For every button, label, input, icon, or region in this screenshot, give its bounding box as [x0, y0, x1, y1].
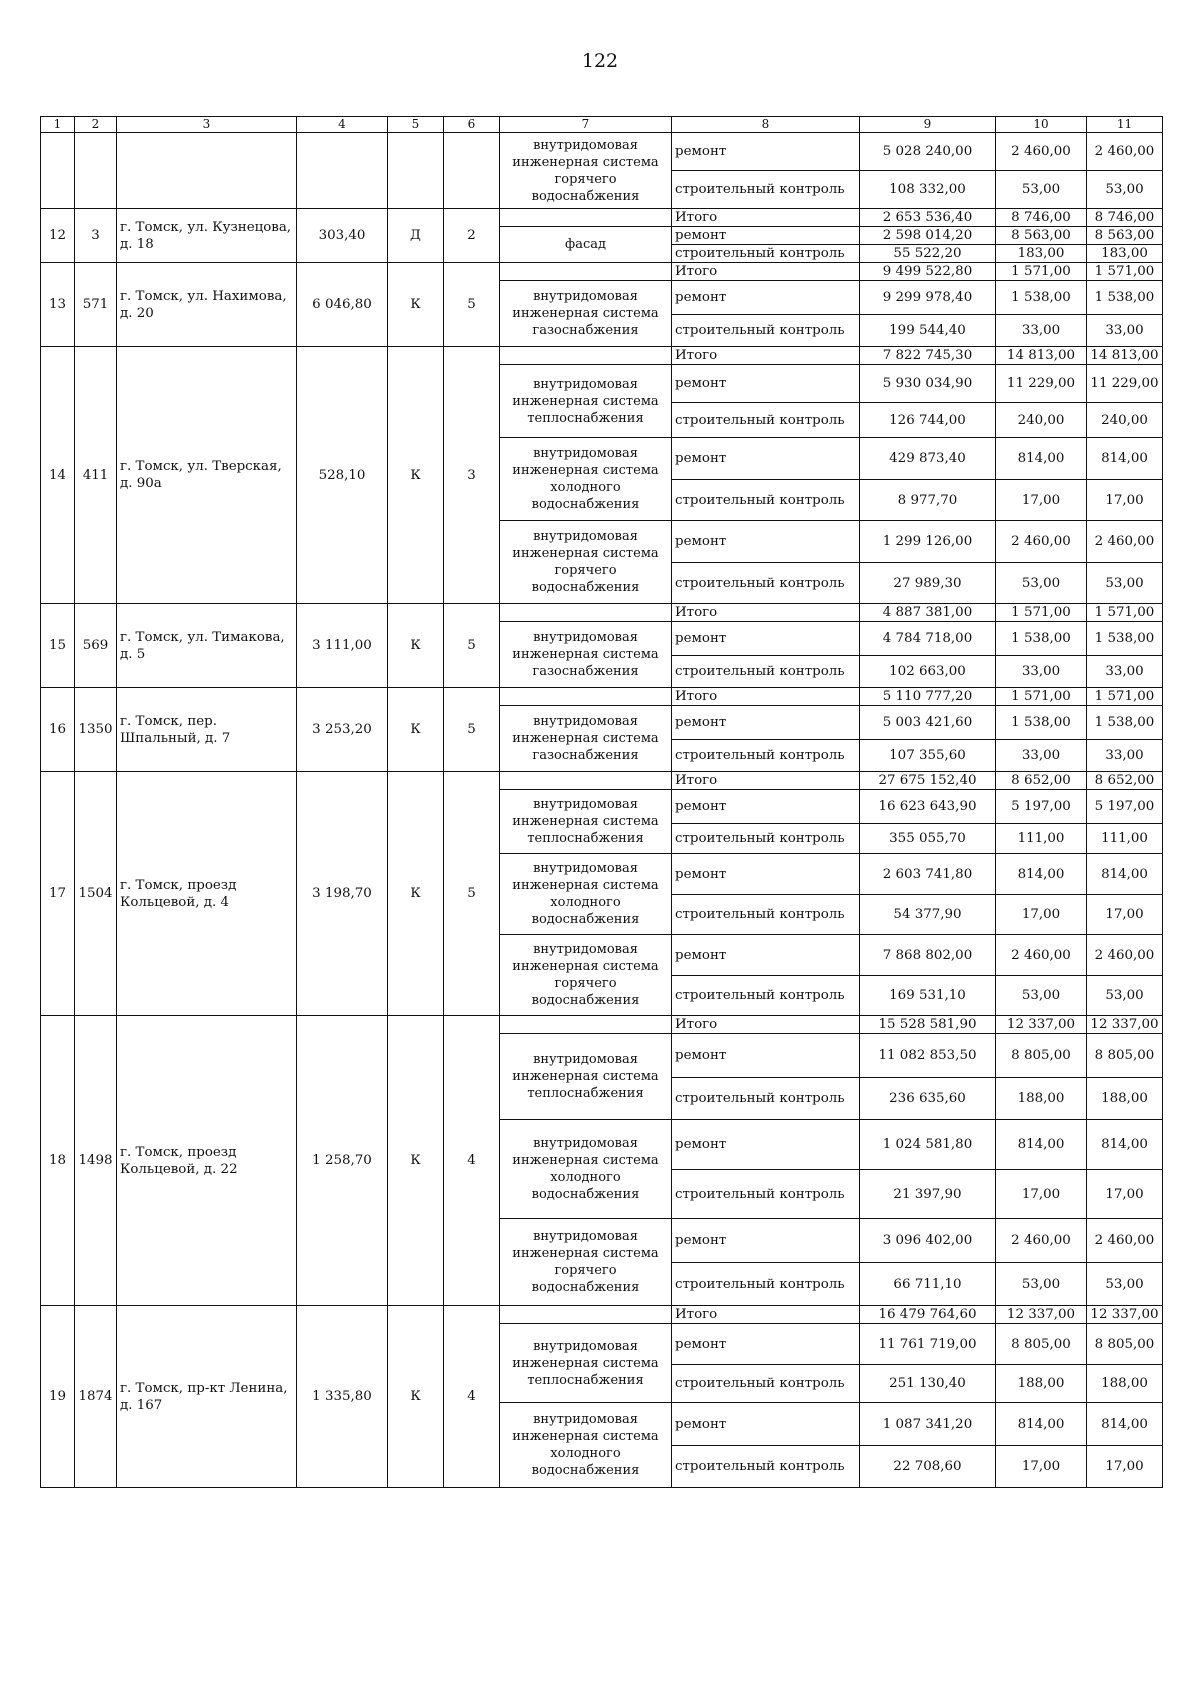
system-name: внутридомовая инженерная система газоснабжения: [500, 622, 672, 688]
control-cost: 102 663,00: [860, 656, 996, 688]
itogo-label: Итого: [672, 347, 860, 365]
work-type: строительный контроль: [672, 656, 860, 688]
system-blank: [500, 688, 672, 706]
control-max-per-sqm: 33,00: [1087, 315, 1163, 347]
itogo-label: Итого: [672, 604, 860, 622]
remont-cost: 11 761 719,00: [860, 1324, 996, 1365]
remont-per-sqm: 1 538,00: [996, 706, 1087, 740]
row-number: 16: [41, 688, 75, 772]
control-cost: 66 711,10: [860, 1263, 996, 1306]
row-number: 14: [41, 347, 75, 604]
system-name: внутридомовая инженерная система горячего водоснабжения: [500, 133, 672, 209]
itogo-label: Итого: [672, 1016, 860, 1034]
work-type: ремонт: [672, 622, 860, 656]
control-cost: 236 635,60: [860, 1078, 996, 1120]
control-per-sqm: 17,00: [996, 895, 1087, 935]
remont-max-per-sqm: 2 460,00: [1087, 521, 1163, 563]
itogo-per-sqm: 1 571,00: [996, 263, 1087, 281]
work-type: ремонт: [672, 133, 860, 171]
row-number: 17: [41, 772, 75, 1016]
system-blank: [500, 1016, 672, 1034]
house-area: 3 111,00: [297, 604, 388, 688]
work-type: ремонт: [672, 1219, 860, 1263]
floors: 5: [444, 772, 500, 1016]
itogo-label: Итого: [672, 209, 860, 227]
system-name: фасад: [500, 227, 672, 263]
system-name: внутридомовая инженерная система холодного водоснабжения: [500, 438, 672, 521]
cont-blank: [41, 133, 75, 209]
house-address: г. Томск, ул. Тимакова, д. 5: [117, 604, 297, 688]
work-type: строительный контроль: [672, 1078, 860, 1120]
system-name: внутридомовая инженерная система теплоснабжения: [500, 1324, 672, 1403]
remont-max-per-sqm: 814,00: [1087, 854, 1163, 895]
table-row: [41, 263, 1163, 281]
remont-cost: 5 003 421,60: [860, 706, 996, 740]
itogo-cost: 5 110 777,20: [860, 688, 996, 706]
control-per-sqm: 188,00: [996, 1078, 1087, 1120]
table-row: [41, 117, 1163, 133]
house-area: 528,10: [297, 347, 388, 604]
remont-cost: 16 623 643,90: [860, 790, 996, 824]
itogo-per-sqm: 12 337,00: [996, 1306, 1087, 1324]
control-per-sqm: 17,00: [996, 1446, 1087, 1488]
control-per-sqm: 240,00: [996, 403, 1087, 438]
control-cost: 55 522,20: [860, 245, 996, 263]
itogo-max-per-sqm: 1 571,00: [1087, 263, 1163, 281]
system-name: внутридомовая инженерная система горячего водоснабжения: [500, 521, 672, 604]
itogo-cost: 15 528 581,90: [860, 1016, 996, 1034]
work-type: строительный контроль: [672, 1263, 860, 1306]
remont-max-per-sqm: 814,00: [1087, 1403, 1163, 1446]
system-name: внутридомовая инженерная система горячего водоснабжения: [500, 1219, 672, 1306]
work-type: ремонт: [672, 935, 860, 976]
column-number-3: 3: [117, 117, 297, 133]
house-id: 3: [75, 209, 117, 263]
page-number: 122: [581, 50, 619, 72]
house-area: 6 046,80: [297, 263, 388, 347]
remont-per-sqm: 2 460,00: [996, 521, 1087, 563]
itogo-per-sqm: 8 652,00: [996, 772, 1087, 790]
system-blank: [500, 209, 672, 227]
control-max-per-sqm: 240,00: [1087, 403, 1163, 438]
work-type: строительный контроль: [672, 315, 860, 347]
remont-per-sqm: 1 538,00: [996, 281, 1087, 315]
itogo-cost: 4 887 381,00: [860, 604, 996, 622]
work-type: строительный контроль: [672, 1365, 860, 1403]
control-cost: 107 355,60: [860, 740, 996, 772]
remont-per-sqm: 814,00: [996, 1403, 1087, 1446]
remont-max-per-sqm: 11 229,00: [1087, 365, 1163, 403]
house-id: 1874: [75, 1306, 117, 1488]
remont-per-sqm: 5 197,00: [996, 790, 1087, 824]
work-type: ремонт: [672, 521, 860, 563]
remont-cost: 2 598 014,20: [860, 227, 996, 245]
house-area: 3 198,70: [297, 772, 388, 1016]
column-number-5: 5: [388, 117, 444, 133]
control-max-per-sqm: 183,00: [1087, 245, 1163, 263]
control-max-per-sqm: 17,00: [1087, 1170, 1163, 1219]
remont-max-per-sqm: 8 805,00: [1087, 1324, 1163, 1365]
work-type: ремонт: [672, 365, 860, 403]
column-number-10: 10: [996, 117, 1087, 133]
control-cost: 169 531,10: [860, 976, 996, 1016]
cont-blank: [75, 133, 117, 209]
itogo-label: Итого: [672, 263, 860, 281]
itogo-per-sqm: 1 571,00: [996, 688, 1087, 706]
work-type: строительный контроль: [672, 403, 860, 438]
house-type: К: [388, 1016, 444, 1306]
control-per-sqm: 53,00: [996, 563, 1087, 604]
work-type: ремонт: [672, 281, 860, 315]
row-number: 12: [41, 209, 75, 263]
itogo-cost: 7 822 745,30: [860, 347, 996, 365]
floors: 5: [444, 604, 500, 688]
control-max-per-sqm: 33,00: [1087, 656, 1163, 688]
itogo-max-per-sqm: 8 746,00: [1087, 209, 1163, 227]
work-type: строительный контроль: [672, 740, 860, 772]
column-number-6: 6: [444, 117, 500, 133]
remont-cost: 1 024 581,80: [860, 1120, 996, 1170]
house-address: г. Томск, ул. Нахимова, д. 20: [117, 263, 297, 347]
itogo-per-sqm: 8 746,00: [996, 209, 1087, 227]
house-address: г. Томск, ул. Кузнецова, д. 18: [117, 209, 297, 263]
remont-max-per-sqm: 8 563,00: [1087, 227, 1163, 245]
floors: 3: [444, 347, 500, 604]
remont-per-sqm: 814,00: [996, 854, 1087, 895]
remont-per-sqm: 814,00: [996, 1120, 1087, 1170]
control-max-per-sqm: 53,00: [1087, 171, 1163, 209]
column-number-8: 8: [672, 117, 860, 133]
system-name: внутридомовая инженерная система газоснабжения: [500, 281, 672, 347]
itogo-per-sqm: 12 337,00: [996, 1016, 1087, 1034]
control-cost: 21 397,90: [860, 1170, 996, 1219]
remont-per-sqm: 8 563,00: [996, 227, 1087, 245]
system-blank: [500, 772, 672, 790]
itogo-max-per-sqm: 8 652,00: [1087, 772, 1163, 790]
work-type: строительный контроль: [672, 563, 860, 604]
work-type: ремонт: [672, 790, 860, 824]
control-per-sqm: 53,00: [996, 976, 1087, 1016]
house-id: 1350: [75, 688, 117, 772]
remont-cost: 9 299 978,40: [860, 281, 996, 315]
control-max-per-sqm: 33,00: [1087, 740, 1163, 772]
table-row: [41, 688, 1163, 706]
control-max-per-sqm: 188,00: [1087, 1365, 1163, 1403]
work-type: ремонт: [672, 706, 860, 740]
itogo-cost: 27 675 152,40: [860, 772, 996, 790]
cont-blank: [297, 133, 388, 209]
house-type: К: [388, 347, 444, 604]
work-type: строительный контроль: [672, 1446, 860, 1488]
remont-max-per-sqm: 1 538,00: [1087, 281, 1163, 315]
remont-cost: 3 096 402,00: [860, 1219, 996, 1263]
itogo-cost: 16 479 764,60: [860, 1306, 996, 1324]
house-type: К: [388, 604, 444, 688]
system-name: внутридомовая инженерная система газоснабжения: [500, 706, 672, 772]
remont-per-sqm: 2 460,00: [996, 133, 1087, 171]
remont-per-sqm: 2 460,00: [996, 935, 1087, 976]
remont-max-per-sqm: 2 460,00: [1087, 1219, 1163, 1263]
control-per-sqm: 188,00: [996, 1365, 1087, 1403]
remont-max-per-sqm: 5 197,00: [1087, 790, 1163, 824]
control-max-per-sqm: 53,00: [1087, 976, 1163, 1016]
system-blank: [500, 1306, 672, 1324]
control-per-sqm: 33,00: [996, 740, 1087, 772]
control-cost: 22 708,60: [860, 1446, 996, 1488]
column-number-7: 7: [500, 117, 672, 133]
house-type: К: [388, 688, 444, 772]
itogo-max-per-sqm: 12 337,00: [1087, 1016, 1163, 1034]
remont-cost: 1 087 341,20: [860, 1403, 996, 1446]
work-type: ремонт: [672, 1120, 860, 1170]
house-address: г. Томск, проезд Кольцевой, д. 22: [117, 1016, 297, 1306]
remont-max-per-sqm: 2 460,00: [1087, 935, 1163, 976]
system-name: внутридомовая инженерная система холодного водоснабжения: [500, 1403, 672, 1488]
remont-per-sqm: 8 805,00: [996, 1034, 1087, 1078]
column-number-4: 4: [297, 117, 388, 133]
control-cost: 8 977,70: [860, 480, 996, 521]
itogo-label: Итого: [672, 1306, 860, 1324]
control-cost: 126 744,00: [860, 403, 996, 438]
remont-cost: 7 868 802,00: [860, 935, 996, 976]
control-per-sqm: 17,00: [996, 1170, 1087, 1219]
system-name: внутридомовая инженерная система теплоснабжения: [500, 1034, 672, 1120]
control-cost: 108 332,00: [860, 171, 996, 209]
row-number: 18: [41, 1016, 75, 1306]
cont-blank: [117, 133, 297, 209]
house-id: 569: [75, 604, 117, 688]
itogo-max-per-sqm: 14 813,00: [1087, 347, 1163, 365]
remont-per-sqm: 814,00: [996, 438, 1087, 480]
remont-cost: 11 082 853,50: [860, 1034, 996, 1078]
row-number: 19: [41, 1306, 75, 1488]
control-per-sqm: 111,00: [996, 824, 1087, 854]
house-area: 1 258,70: [297, 1016, 388, 1306]
control-cost: 199 544,40: [860, 315, 996, 347]
itogo-max-per-sqm: 12 337,00: [1087, 1306, 1163, 1324]
system-blank: [500, 604, 672, 622]
column-number-1: 1: [41, 117, 75, 133]
table-row: [41, 1306, 1163, 1324]
system-blank: [500, 347, 672, 365]
column-number-9: 9: [860, 117, 996, 133]
work-type: ремонт: [672, 1403, 860, 1446]
work-type: ремонт: [672, 854, 860, 895]
house-address: г. Томск, пер. Шпальный, д. 7: [117, 688, 297, 772]
itogo-label: Итого: [672, 688, 860, 706]
work-type: ремонт: [672, 227, 860, 245]
table-row: [41, 347, 1163, 365]
system-name: внутридомовая инженерная система холодного водоснабжения: [500, 1120, 672, 1219]
work-type: строительный контроль: [672, 171, 860, 209]
system-name: внутридомовая инженерная система теплоснабжения: [500, 365, 672, 438]
itogo-per-sqm: 1 571,00: [996, 604, 1087, 622]
house-area: 1 335,80: [297, 1306, 388, 1488]
row-number: 15: [41, 604, 75, 688]
house-id: 1498: [75, 1016, 117, 1306]
cont-blank: [388, 133, 444, 209]
control-per-sqm: 33,00: [996, 315, 1087, 347]
remont-max-per-sqm: 814,00: [1087, 1120, 1163, 1170]
remont-per-sqm: 8 805,00: [996, 1324, 1087, 1365]
house-address: г. Томск, проезд Кольцевой, д. 4: [117, 772, 297, 1016]
control-per-sqm: 17,00: [996, 480, 1087, 521]
itogo-per-sqm: 14 813,00: [996, 347, 1087, 365]
floors: 2: [444, 209, 500, 263]
table-row: [41, 772, 1163, 790]
itogo-max-per-sqm: 1 571,00: [1087, 688, 1163, 706]
control-max-per-sqm: 17,00: [1087, 1446, 1163, 1488]
itogo-label: Итого: [672, 772, 860, 790]
house-id: 1504: [75, 772, 117, 1016]
control-max-per-sqm: 53,00: [1087, 563, 1163, 604]
house-address: г. Томск, ул. Тверская, д. 90а: [117, 347, 297, 604]
remont-cost: 5 028 240,00: [860, 133, 996, 171]
work-type: строительный контроль: [672, 824, 860, 854]
floors: 4: [444, 1306, 500, 1488]
control-cost: 355 055,70: [860, 824, 996, 854]
remont-max-per-sqm: 1 538,00: [1087, 622, 1163, 656]
remont-cost: 2 603 741,80: [860, 854, 996, 895]
control-max-per-sqm: 17,00: [1087, 895, 1163, 935]
control-per-sqm: 183,00: [996, 245, 1087, 263]
control-per-sqm: 33,00: [996, 656, 1087, 688]
work-type: ремонт: [672, 438, 860, 480]
house-id: 571: [75, 263, 117, 347]
house-type: Д: [388, 209, 444, 263]
table-row: [41, 133, 1163, 171]
remont-cost: 4 784 718,00: [860, 622, 996, 656]
table-row: [41, 604, 1163, 622]
work-type: строительный контроль: [672, 245, 860, 263]
remont-per-sqm: 2 460,00: [996, 1219, 1087, 1263]
work-type: ремонт: [672, 1324, 860, 1365]
itogo-cost: 9 499 522,80: [860, 263, 996, 281]
remont-cost: 1 299 126,00: [860, 521, 996, 563]
system-name: внутридомовая инженерная система холодного водоснабжения: [500, 854, 672, 935]
remont-cost: 429 873,40: [860, 438, 996, 480]
house-type: К: [388, 1306, 444, 1488]
control-max-per-sqm: 17,00: [1087, 480, 1163, 521]
column-number-11: 11: [1087, 117, 1163, 133]
remont-cost: 5 930 034,90: [860, 365, 996, 403]
work-type: строительный контроль: [672, 976, 860, 1016]
control-cost: 27 989,30: [860, 563, 996, 604]
remont-max-per-sqm: 814,00: [1087, 438, 1163, 480]
table-row: [41, 1016, 1163, 1034]
work-type: строительный контроль: [672, 895, 860, 935]
repair-schedule-table: [40, 116, 1163, 1488]
work-type: строительный контроль: [672, 1170, 860, 1219]
control-max-per-sqm: 111,00: [1087, 824, 1163, 854]
system-name: внутридомовая инженерная система теплоснабжения: [500, 790, 672, 854]
remont-per-sqm: 11 229,00: [996, 365, 1087, 403]
system-blank: [500, 263, 672, 281]
remont-max-per-sqm: 8 805,00: [1087, 1034, 1163, 1078]
cont-blank: [444, 133, 500, 209]
control-cost: 54 377,90: [860, 895, 996, 935]
work-type: строительный контроль: [672, 480, 860, 521]
itogo-max-per-sqm: 1 571,00: [1087, 604, 1163, 622]
work-type: ремонт: [672, 1034, 860, 1078]
floors: 4: [444, 1016, 500, 1306]
house-id: 411: [75, 347, 117, 604]
system-name: внутридомовая инженерная система горячего водоснабжения: [500, 935, 672, 1016]
control-max-per-sqm: 53,00: [1087, 1263, 1163, 1306]
house-area: 303,40: [297, 209, 388, 263]
control-per-sqm: 53,00: [996, 1263, 1087, 1306]
remont-max-per-sqm: 2 460,00: [1087, 133, 1163, 171]
column-number-2: 2: [75, 117, 117, 133]
house-type: К: [388, 263, 444, 347]
floors: 5: [444, 688, 500, 772]
house-address: г. Томск, пр-кт Ленина, д. 167: [117, 1306, 297, 1488]
remont-per-sqm: 1 538,00: [996, 622, 1087, 656]
control-cost: 251 130,40: [860, 1365, 996, 1403]
control-max-per-sqm: 188,00: [1087, 1078, 1163, 1120]
control-per-sqm: 53,00: [996, 171, 1087, 209]
remont-max-per-sqm: 1 538,00: [1087, 706, 1163, 740]
itogo-cost: 2 653 536,40: [860, 209, 996, 227]
row-number: 13: [41, 263, 75, 347]
table-row: [41, 209, 1163, 227]
house-area: 3 253,20: [297, 688, 388, 772]
house-type: К: [388, 772, 444, 1016]
floors: 5: [444, 263, 500, 347]
